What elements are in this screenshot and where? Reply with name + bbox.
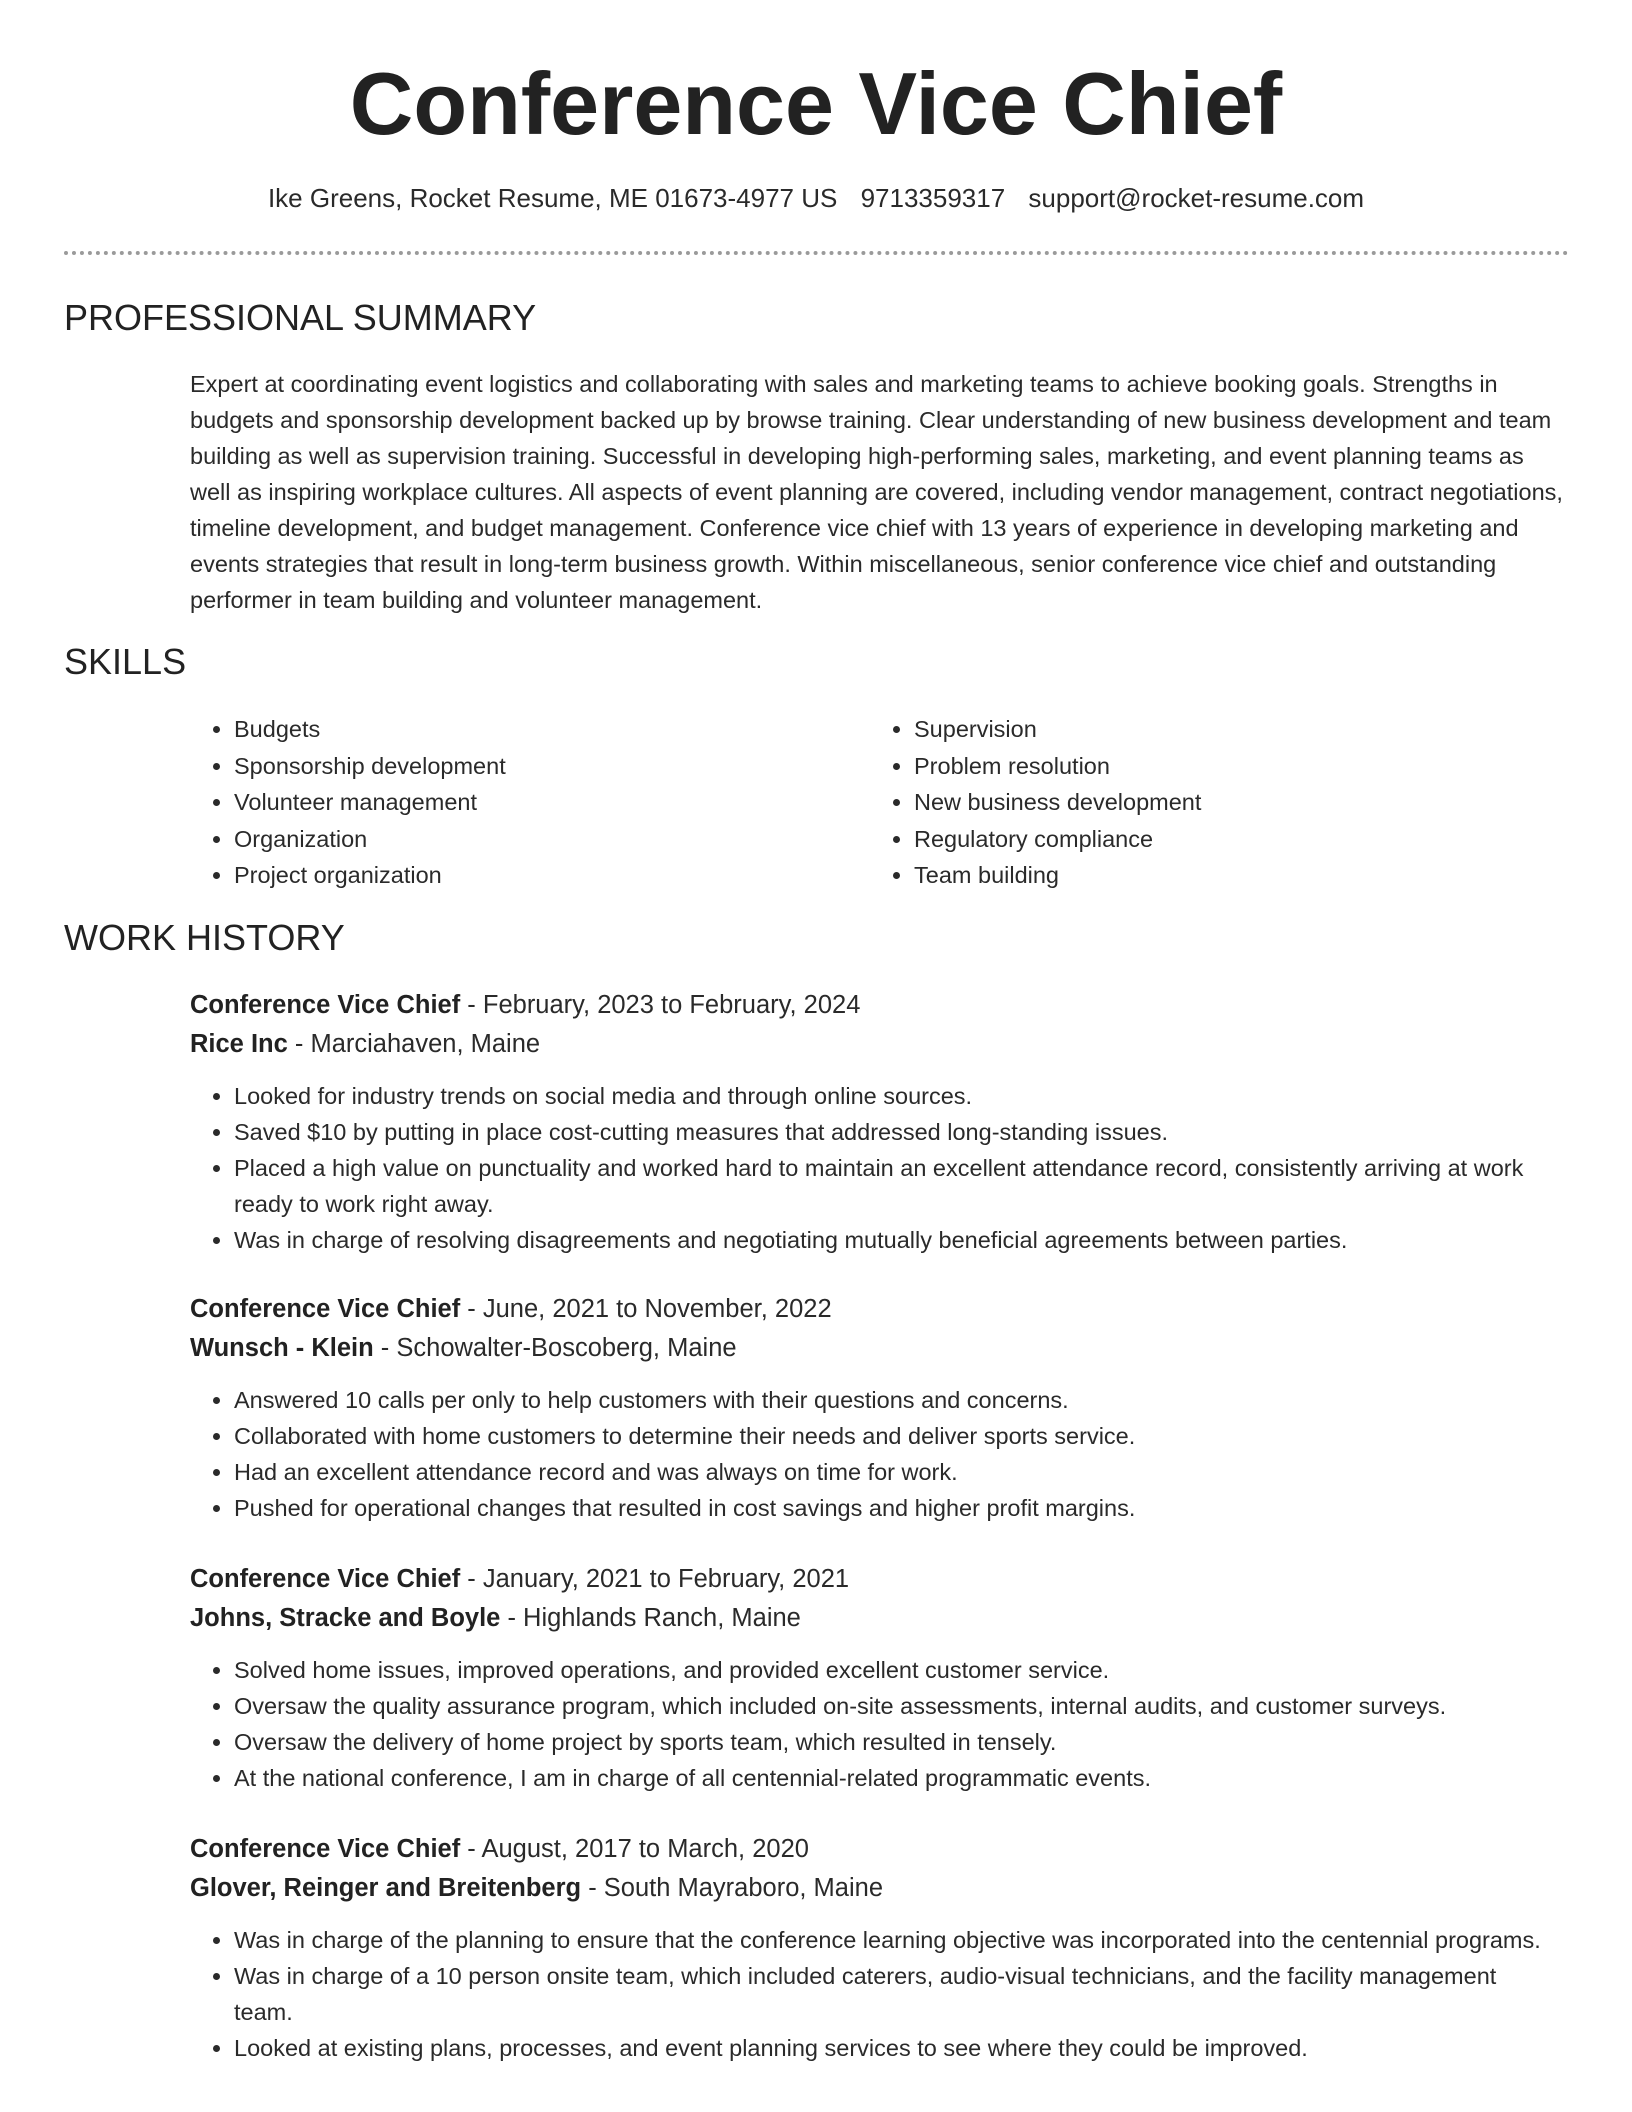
separator: - (460, 1835, 482, 1863)
job-company: Glover, Reinger and Breitenberg (190, 1874, 582, 1902)
job-entry (190, 1290, 1570, 1526)
job-bullet: • Oversaw the quality assurance program, which included on-site assessments, internal audits, and customer surveys. (234, 1688, 1570, 1724)
job-bullets (190, 1078, 1570, 1258)
job-dates: February, 2023 to February, 2024 (482, 991, 861, 1019)
job-bullet: • Was in charge of a 10 person onsite team, which included caterers, audio-visual technicians, and the facility management team. (234, 1958, 1570, 2030)
job-dates: January, 2021 to February, 2021 (482, 1565, 850, 1593)
job-company: Rice Inc (190, 1030, 288, 1058)
job-dates: August, 2017 to March, 2020 (481, 1835, 809, 1863)
job-role-line (190, 1290, 1570, 1329)
job-bullets (190, 1922, 1570, 2066)
section-title-summary: PROFESSIONAL SUMMARY (64, 297, 537, 338)
skill-item: • Team building (914, 857, 1201, 894)
job-bullet: • Placed a high value on punctuality and worked hard to maintain an excellent attendance record, consistently arriving at work ready to work right away. (234, 1150, 1570, 1222)
job-bullet: • Pushed for operational changes that resulted in cost savings and higher profit margins. (234, 1490, 1570, 1526)
section-title-skills: SKILLS (64, 641, 187, 682)
contact-phone: 9713359317 (860, 183, 1006, 213)
job-company-line (190, 1869, 1570, 1908)
job-company-line (190, 1599, 1570, 1638)
skill-item: • Regulatory compliance (914, 821, 1201, 858)
summary-text: Expert at coordinating event logistics and collaborating with sales and marketing teams to achieve booking goals. Strengths in budgets and sponsorship development backed up by browse training. Clear understanding of new business development and team building as well as supervision training. Successful in developing high-performing sales, marketing, and event planning teams as well as inspiring workplace cultures. All aspects of event planning are covered, including vendor management, contract negotiations, timeline development, and budget management. Conference vice chief with 13 years of experience in developing marketing and events strategies that result in long-term business growth. Within miscellaneous, senior conference vice chief and outstanding performer in team building and volunteer management. (190, 371, 1563, 613)
skill-item: • Budgets (234, 711, 506, 748)
job-entry (190, 986, 1570, 1258)
job-bullet: • Solved home issues, improved operations, and provided excellent customer service. (234, 1652, 1570, 1688)
separator: - (460, 1295, 483, 1323)
skill-item: • Sponsorship development (234, 748, 506, 785)
separator: - (460, 1565, 483, 1593)
job-location: Marciahaven, Maine (310, 1030, 541, 1058)
skill-item: • Problem resolution (914, 748, 1201, 785)
job-bullet: • Answered 10 calls per only to help customers with their questions and concerns. (234, 1382, 1570, 1418)
section-title-work-history: WORK HISTORY (64, 917, 345, 958)
skill-item: • Volunteer management (234, 784, 506, 821)
skills-column-right (870, 711, 1201, 894)
resume-name: Conference Vice Chief (349, 54, 1283, 153)
skill-item: • Project organization (234, 857, 506, 894)
skill-item: • New business development (914, 784, 1201, 821)
skills-column-left (190, 711, 506, 894)
job-role: Conference Vice Chief (190, 1835, 461, 1863)
skill-item: • Supervision (914, 711, 1201, 748)
job-bullet: • Saved $10 by putting in place cost-cutting measures that addressed long-standing issues. (234, 1114, 1570, 1150)
separator: - (500, 1604, 524, 1632)
job-role: Conference Vice Chief (190, 1565, 461, 1593)
job-dates: June, 2021 to November, 2022 (482, 1295, 832, 1323)
contact-email: support@rocket-resume.com (1028, 183, 1365, 213)
job-bullet: • Looked at existing plans, processes, and event planning services to see where they could be improved. (234, 2030, 1570, 2066)
job-bullets (190, 1382, 1570, 1526)
job-bullet: • Looked for industry trends on social media and through online sources. (234, 1078, 1570, 1114)
separator: - (287, 1030, 311, 1058)
separator: - (460, 991, 483, 1019)
job-bullet: • Was in charge of the planning to ensure that the conference learning objective was incorporated into the centennial programs. (234, 1922, 1570, 1958)
job-entry (190, 1830, 1570, 2066)
job-bullet: • Had an excellent attendance record and was always on time for work. (234, 1454, 1570, 1490)
job-bullet: • At the national conference, I am in charge of all centennial-related programmatic events. (234, 1760, 1570, 1796)
contact-line (0, 180, 1632, 216)
job-role-line (190, 986, 1570, 1025)
separator: - (373, 1334, 397, 1362)
skill-item: • Organization (234, 821, 506, 858)
separator: - (581, 1874, 604, 1902)
job-location: Highlands Ranch, Maine (523, 1604, 801, 1632)
job-company-line (190, 1025, 1570, 1064)
job-bullet: • Collaborated with home customers to determine their needs and deliver sports service. (234, 1418, 1570, 1454)
job-role: Conference Vice Chief (190, 1295, 461, 1323)
job-location: South Mayraboro, Maine (603, 1874, 884, 1902)
job-role: Conference Vice Chief (190, 991, 461, 1019)
job-bullet: • Oversaw the delivery of home project by sports team, which resulted in tensely. (234, 1724, 1570, 1760)
job-entry (190, 1560, 1570, 1796)
header-divider (64, 251, 1569, 255)
job-company-line (190, 1329, 1570, 1368)
job-bullets (190, 1652, 1570, 1796)
job-location: Schowalter-Boscoberg, Maine (396, 1334, 737, 1362)
job-company: Johns, Stracke and Boyle (190, 1604, 501, 1632)
job-role-line (190, 1560, 1570, 1599)
job-bullet: • Was in charge of resolving disagreements and negotiating mutually beneficial agreements between parties. (234, 1222, 1570, 1258)
job-company: Wunsch - Klein (190, 1334, 374, 1362)
job-role-line (190, 1830, 1570, 1869)
contact-address: Ike Greens, Rocket Resume, ME 01673-4977 US (267, 183, 838, 213)
